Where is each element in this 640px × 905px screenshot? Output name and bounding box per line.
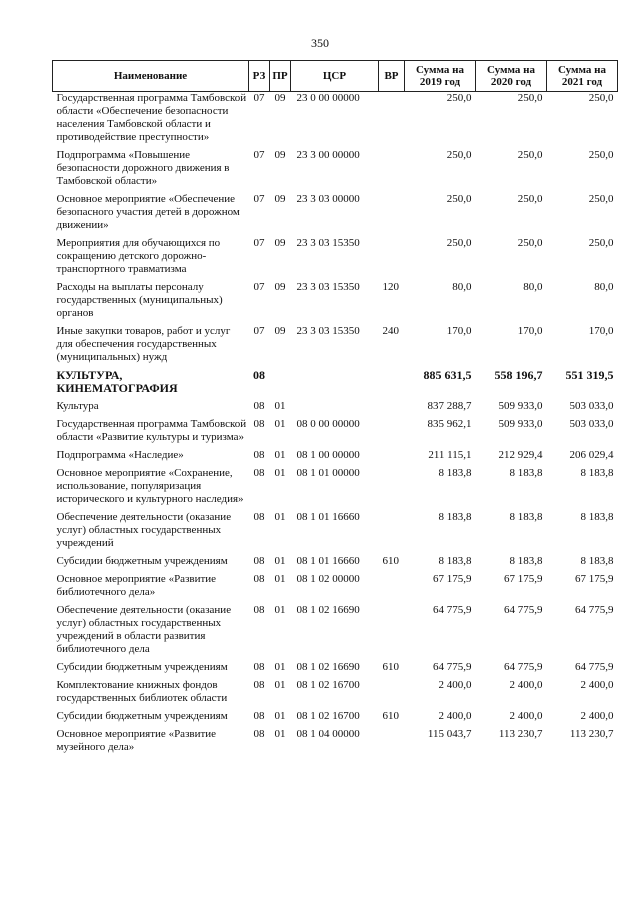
table-row	[53, 92, 618, 150]
cell-sum-2021: 8 183,8	[580, 511, 614, 523]
cell-name: Иные закупки товаров, работ и услуг для обеспечения государственных (муниципальных) нужд	[56, 325, 231, 363]
header-sum-2020: Сумма на 2020 год	[476, 61, 547, 92]
table-row	[53, 418, 618, 449]
cell-vr	[379, 369, 405, 400]
cell-sum-2021: 2 400,0	[580, 710, 614, 722]
cell-sum-2021: 503 033,0	[569, 418, 614, 430]
cell-sum-2020: 250,0	[517, 237, 543, 249]
cell-csr: 08 1 04 00000	[296, 728, 360, 740]
cell-rz: 08	[253, 679, 265, 691]
cell-sum-2020: 64 775,9	[504, 661, 543, 673]
cell-sum-2020: 509 933,0	[498, 418, 543, 430]
cell-sum-2021: 8 183,8	[580, 555, 614, 567]
cell-pr: 01	[274, 400, 286, 412]
cell-sum-2021: 250,0	[588, 149, 614, 161]
table-row	[53, 369, 618, 400]
cell-csr: 08 1 02 16700	[296, 679, 360, 691]
cell-csr: 23 0 00 00000	[296, 92, 360, 104]
cell-csr: 08 1 02 00000	[296, 573, 360, 585]
cell-name: Обеспечение деятельности (оказание услуг) областных государственных учреждений в области развития библиотечного дела	[56, 604, 232, 655]
cell-pr: 01	[274, 710, 286, 722]
table-row	[53, 555, 618, 573]
cell-vr: 610	[382, 661, 399, 673]
cell-csr: 08 1 00 00000	[296, 449, 360, 461]
table-row	[53, 679, 618, 710]
cell-name: Субсидии бюджетным учреждениям	[56, 661, 228, 673]
header-csr: ЦСР	[291, 61, 379, 92]
cell-sum-2019: 170,0	[446, 325, 472, 337]
cell-sum-2021: 64 775,9	[575, 604, 614, 616]
cell-sum-2020: 212 929,4	[498, 449, 543, 461]
cell-rz: 08	[253, 418, 265, 430]
cell-sum-2019: 250,0	[446, 237, 472, 249]
cell-sum-2019: 250,0	[446, 92, 472, 104]
cell-sum-2019: 64 775,9	[433, 604, 472, 616]
cell-vr	[379, 400, 405, 418]
cell-rz: 07	[253, 325, 265, 337]
cell-csr: 23 3 03 15350	[296, 325, 360, 337]
table-row	[53, 325, 618, 369]
header-vr: ВР	[379, 61, 405, 92]
cell-sum-2019: 2 400,0	[438, 679, 472, 691]
cell-pr: 01	[274, 467, 286, 479]
cell-vr	[379, 467, 405, 511]
cell-pr: 01	[274, 418, 286, 430]
cell-vr	[379, 193, 405, 237]
cell-vr: 610	[382, 710, 399, 722]
cell-sum-2021: 250,0	[588, 193, 614, 205]
cell-rz: 07	[253, 92, 265, 104]
cell-vr	[379, 449, 405, 467]
cell-sum-2019: 115 043,7	[427, 728, 472, 740]
cell-sum-2020: 250,0	[517, 193, 543, 205]
cell-csr: 08 1 02 16700	[296, 710, 360, 722]
cell-sum-2020: 2 400,0	[509, 710, 543, 722]
cell-sum-2020: 170,0	[517, 325, 543, 337]
cell-csr	[291, 400, 379, 418]
cell-sum-2021: 80,0	[594, 281, 614, 293]
cell-vr	[379, 92, 405, 150]
cell-pr: 01	[274, 728, 286, 740]
table-row	[53, 467, 618, 511]
cell-csr	[291, 369, 379, 400]
cell-pr: 01	[274, 604, 286, 616]
cell-sum-2019: 250,0	[446, 193, 472, 205]
cell-vr: 120	[382, 281, 399, 293]
cell-rz: 08	[253, 661, 265, 673]
cell-name: Комплектование книжных фондов государственных библиотек области	[56, 679, 228, 704]
cell-sum-2019: 67 175,9	[433, 573, 472, 585]
table-row	[53, 237, 618, 281]
cell-csr: 08 1 02 16690	[296, 661, 360, 673]
cell-sum-2019: 837 288,7	[427, 400, 472, 412]
table-row	[53, 149, 618, 193]
table-row	[53, 511, 618, 555]
table-body	[53, 92, 618, 760]
cell-vr	[379, 511, 405, 555]
cell-sum-2020: 67 175,9	[504, 573, 543, 585]
budget-table	[52, 60, 618, 759]
page-number: 350	[311, 36, 329, 50]
cell-name: Основное мероприятие «Обеспечение безопасного участия детей в дорожном движении»	[56, 193, 240, 231]
header-pr: ПР	[270, 61, 291, 92]
table-row	[53, 449, 618, 467]
cell-name: Основное мероприятие «Развитие библиотечного дела»	[56, 573, 217, 598]
cell-sum-2021: 2 400,0	[580, 679, 614, 691]
cell-pr: 01	[274, 449, 286, 461]
cell-name: Подпрограмма «Повышение безопасности дорожного движения в Тамбовской области»	[56, 149, 230, 187]
cell-rz: 08	[253, 728, 265, 740]
cell-rz: 08	[253, 368, 265, 382]
cell-vr	[379, 604, 405, 661]
cell-name: Мероприятия для обучающихся по сокращению детского дорожно-транспортного травматизма	[56, 237, 221, 275]
cell-pr: 09	[274, 325, 286, 337]
cell-sum-2019: 8 183,8	[438, 555, 472, 567]
cell-pr: 01	[274, 679, 286, 691]
cell-sum-2021: 8 183,8	[580, 467, 614, 479]
table-row	[53, 710, 618, 728]
cell-name: Основное мероприятие «Сохранение, использование, популяризация исторического и культурного наследия»	[56, 467, 244, 505]
cell-name: Государственная программа Тамбовской области «Обеспечение безопасности населения Тамбовской области и противодействие преступности»	[56, 92, 247, 143]
cell-rz: 08	[253, 555, 265, 567]
cell-pr: 01	[274, 661, 286, 673]
cell-sum-2020: 80,0	[523, 281, 543, 293]
cell-pr: 01	[274, 511, 286, 523]
cell-csr: 08 1 02 16690	[296, 604, 360, 616]
cell-sum-2019: 835 962,1	[427, 418, 472, 430]
cell-pr: 09	[274, 281, 286, 293]
cell-sum-2019: 8 183,8	[438, 467, 472, 479]
cell-sum-2020: 113 230,7	[498, 728, 543, 740]
cell-name: Расходы на выплаты персоналу государственных (муниципальных) органов	[56, 281, 223, 319]
cell-csr: 08 1 01 16660	[296, 555, 360, 567]
cell-sum-2020: 2 400,0	[509, 679, 543, 691]
cell-vr: 240	[382, 325, 399, 337]
cell-rz: 07	[253, 237, 265, 249]
table-header-row	[53, 61, 618, 92]
table-row	[53, 728, 618, 759]
cell-name: Обеспечение деятельности (оказание услуг) областных государственных учреждений	[56, 511, 232, 549]
cell-rz: 07	[253, 149, 265, 161]
cell-vr: 610	[382, 555, 399, 567]
table-row	[53, 193, 618, 237]
cell-csr: 23 3 00 00000	[296, 149, 360, 161]
cell-sum-2020: 64 775,9	[504, 604, 543, 616]
cell-pr	[270, 369, 291, 400]
cell-rz: 08	[253, 467, 265, 479]
cell-name: Основное мероприятие «Развитие музейного дела»	[56, 728, 217, 753]
cell-csr: 23 3 03 00000	[296, 193, 360, 205]
cell-vr	[379, 237, 405, 281]
cell-sum-2019: 80,0	[452, 281, 472, 293]
cell-rz: 07	[253, 193, 265, 205]
cell-sum-2019: 8 183,8	[438, 511, 472, 523]
cell-sum-2020: 558 196,7	[494, 368, 543, 382]
cell-pr: 09	[274, 149, 286, 161]
cell-csr: 08 0 00 00000	[296, 418, 360, 430]
cell-sum-2021: 250,0	[588, 92, 614, 104]
header-rz: РЗ	[249, 61, 270, 92]
cell-sum-2020: 250,0	[517, 149, 543, 161]
cell-pr: 09	[274, 237, 286, 249]
cell-name: Субсидии бюджетным учреждениям	[56, 710, 228, 722]
cell-vr	[379, 728, 405, 759]
table-row	[53, 281, 618, 325]
table-row	[53, 573, 618, 604]
cell-name: Субсидии бюджетным учреждениям	[56, 555, 228, 567]
cell-sum-2019: 211 115,1	[428, 449, 472, 461]
cell-rz: 08	[253, 710, 265, 722]
cell-sum-2020: 8 183,8	[509, 555, 543, 567]
cell-vr	[379, 149, 405, 193]
cell-sum-2021: 170,0	[588, 325, 614, 337]
cell-vr	[379, 573, 405, 604]
cell-pr: 09	[274, 92, 286, 104]
cell-sum-2021: 551 319,5	[565, 368, 614, 382]
cell-sum-2021: 503 033,0	[569, 400, 614, 412]
cell-sum-2019: 64 775,9	[433, 661, 472, 673]
header-sum-2019: Сумма на 2019 год	[405, 61, 476, 92]
cell-csr: 23 3 03 15350	[296, 237, 360, 249]
cell-vr	[379, 418, 405, 449]
header-name: Наименование	[53, 61, 249, 92]
cell-sum-2020: 509 933,0	[498, 400, 543, 412]
cell-csr: 23 3 03 15350	[296, 281, 360, 293]
cell-name: КУЛЬТУРА, КИНЕМАТОГРАФИЯ	[56, 368, 178, 395]
cell-name: Государственная программа Тамбовской области «Развитие культуры и туризма»	[56, 418, 247, 443]
cell-sum-2021: 67 175,9	[575, 573, 614, 585]
cell-vr	[379, 679, 405, 710]
cell-pr: 09	[274, 193, 286, 205]
cell-pr: 01	[274, 555, 286, 567]
cell-rz: 08	[253, 604, 265, 616]
cell-sum-2019: 885 631,5	[423, 368, 472, 382]
cell-rz: 08	[253, 400, 265, 412]
cell-name: Культура	[56, 400, 99, 412]
header-sum-2021: Сумма на 2021 год	[547, 61, 618, 92]
cell-rz: 08	[253, 449, 265, 461]
cell-sum-2021: 113 230,7	[569, 728, 614, 740]
cell-sum-2021: 250,0	[588, 237, 614, 249]
cell-sum-2020: 250,0	[517, 92, 543, 104]
cell-sum-2019: 2 400,0	[438, 710, 472, 722]
cell-sum-2020: 8 183,8	[509, 467, 543, 479]
table-row	[53, 604, 618, 661]
cell-sum-2021: 206 029,4	[569, 449, 614, 461]
cell-name: Подпрограмма «Наследие»	[56, 449, 184, 461]
cell-csr: 08 1 01 00000	[296, 467, 360, 479]
cell-rz: 07	[253, 281, 265, 293]
table-row	[53, 400, 618, 418]
cell-csr: 08 1 01 16660	[296, 511, 360, 523]
cell-sum-2021: 64 775,9	[575, 661, 614, 673]
cell-sum-2020: 8 183,8	[509, 511, 543, 523]
cell-rz: 08	[253, 511, 265, 523]
table-row	[53, 661, 618, 679]
cell-rz: 08	[253, 573, 265, 585]
cell-pr: 01	[274, 573, 286, 585]
cell-sum-2019: 250,0	[446, 149, 472, 161]
